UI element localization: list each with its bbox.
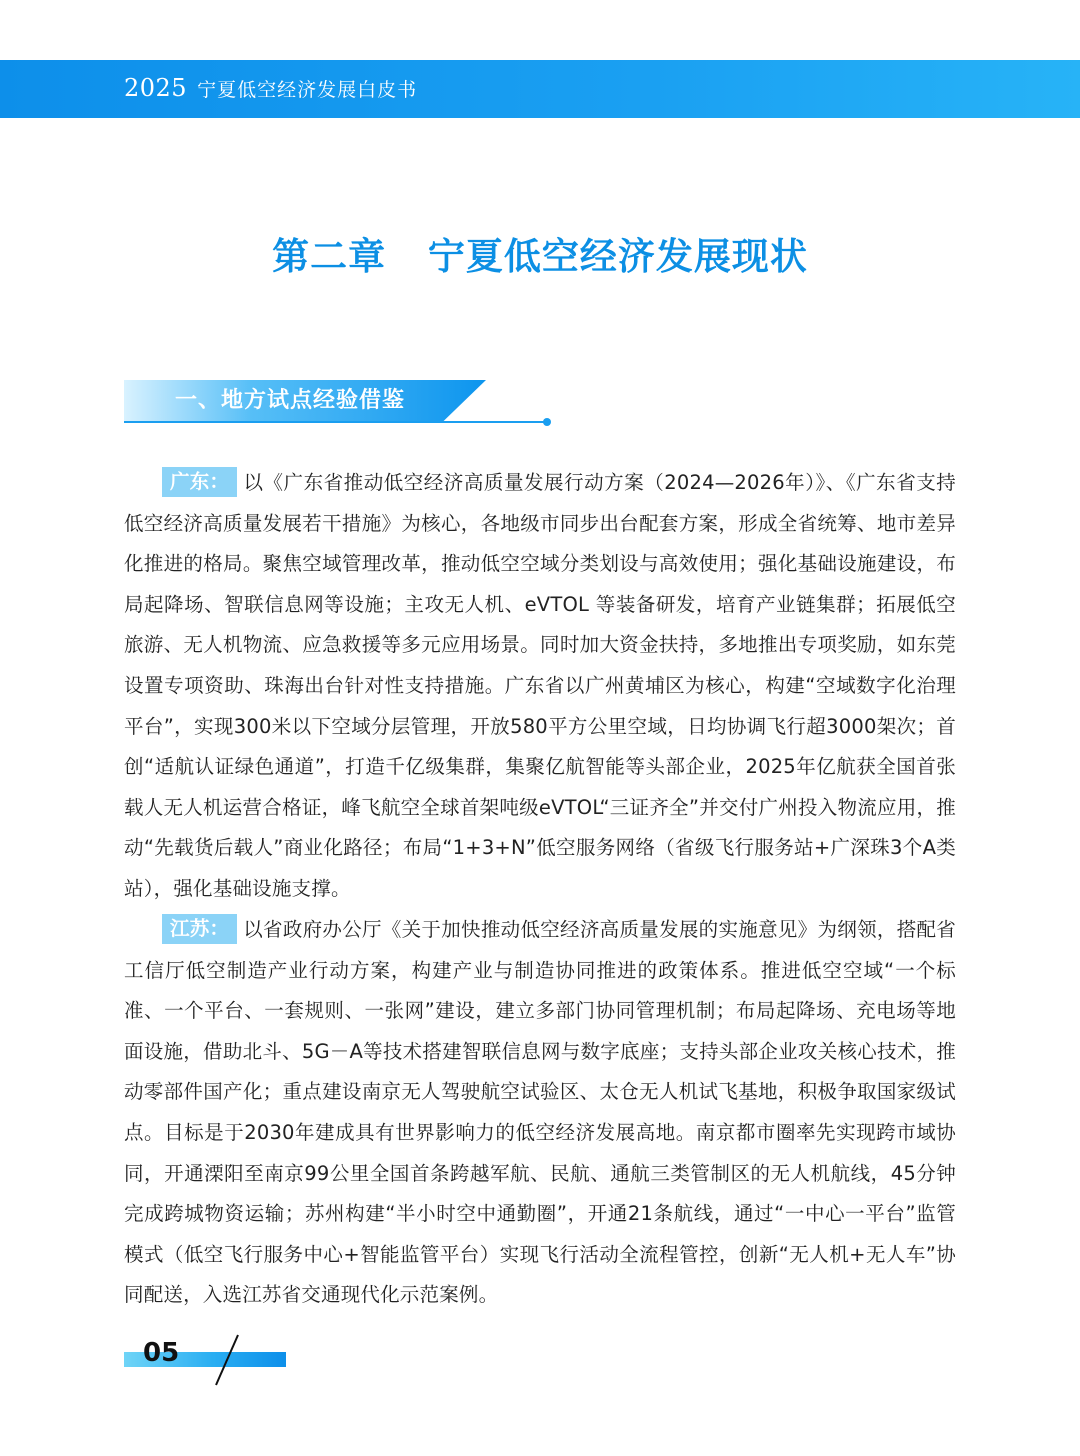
region-label-jiangsu: 江苏： [162,914,237,944]
paragraph-text: 以《广东省推动低空经济高质量发展行动方案（2024—2026年）》、《广东省支持低空经济高质量发展若干措施》为核心，各地级市同步出台配套方案，形成全省统筹、地市差异化推进的格局。聚焦空域管理改革，推动低空空域分类划设与高效使用；强化基础设施建设，布局起降场、智联信息网等设施；主攻无人机、eVTOL 等装备研发，培育产业链集群；拓展低空旅游、无人机物流、应急救援等多元应用场景。同时加大资金扶持，多地推出专项奖励，如东莞设置专项资助、珠海出台针对性支持措施。广东省以广州黄埔区为核心，构建“空域数字化治理平台”，实现300米以下空域分层管理，开放580平方公里空域，日均协调飞行超3000架次；首创“适航认证绿色通道”，打造千亿级集群，集聚亿航智能等头部企业，2025年亿航获全国首张载人无人机运营合格证，峰飞航空全球首架吨级eVTOL“三证齐全”并交付广州投入物流应用，推动“先载货后载人”商业化路径；布局“1+3+N”低空服务网络（省级飞行服务站+广深珠3个A类站），强化基础设施支撑。 [124,471,956,900]
section-heading: 一、地方试点经验借鉴 [175,388,406,413]
section-underline-dot [543,418,551,426]
header-year: 2025 [124,74,188,102]
chapter-title: 第二章 宁夏低空经济发展现状 [272,235,808,278]
region-label-guangdong: 广东： [162,467,237,497]
section-underline [124,421,546,423]
paragraph-guangdong [124,463,956,910]
running-header [124,74,417,108]
header-document-title: 宁夏低空经济发展白皮书 [197,79,418,101]
paragraph-jiangsu [124,910,956,1316]
page-number: 05 [143,1338,180,1368]
page-number-slash [210,1333,244,1387]
paragraph-text: 以省政府办公厅《关于加快推动低空经济高质量发展的实施意见》为纲领，搭配省工信厅低空制造产业行动方案，构建产业与制造协同推进的政策体系。推进低空空域“一个标准、一个平台、一套规则、一张网”建设，建立多部门协同管理机制；布局起降场、充电场等地面设施，借助北斗、5G－A等技术搭建智联信息网与数字底座；支持头部企业攻关核心技术，推动零部件国产化；重点建设南京无人驾驶航空试验区、太仓无人机试飞基地，积极争取国家级试点。目标是于2030年建成具有世界影响力的低空经济发展高地。南京都市圈率先实现跨市域协同，开通溧阳至南京99公里全国首条跨越军航、民航、通航三类管制区的无人机航线，45分钟完成跨城物资运输；苏州构建“半小时空中通勤圈”，开通21条航线，通过“一中心一平台”监管模式（低空飞行服务中心+智能监管平台）实现飞行活动全流程管控，创新“无人机+无人车”协同配送，入选江苏省交通现代化示范案例。 [124,918,956,1307]
